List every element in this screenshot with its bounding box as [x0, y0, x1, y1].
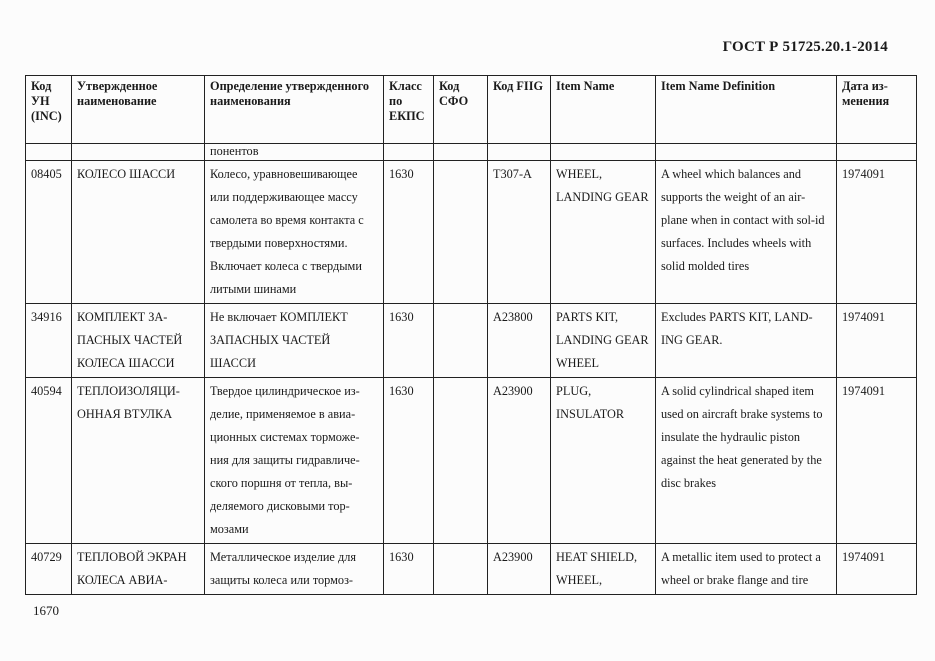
change-date-cell: 1974091 [837, 304, 917, 378]
definition-cell: Колесо, уравновешивающее или поддерживающее массу самолета во время контакта с твердыми поверхностями. Включает колеса с твердыми литыми шинами [205, 161, 384, 304]
fiig-cell: T307-A [488, 161, 551, 304]
approved-name-cell: КОЛЕСО ШАССИ [72, 161, 205, 304]
approved-name-cell: ТЕПЛОИЗОЛЯЦИ-ОННАЯ ВТУЛКА [72, 378, 205, 544]
sfo-cell [434, 161, 488, 304]
col-header-item-name-definition: Item Name Definition [656, 76, 837, 144]
change-date-cell: 1974091 [837, 378, 917, 544]
col-header-sfo: Код СФО [434, 76, 488, 144]
fiig-cell: A23900 [488, 544, 551, 595]
col-header-name-definition: Определение утвержденного наименования [205, 76, 384, 144]
fiig-cell: A23800 [488, 304, 551, 378]
col-header-class: Класс по ЕКПС [384, 76, 434, 144]
item-definition-cell: A metallic item used to protect a wheel or brake flange and tire [656, 544, 837, 595]
table-row [26, 161, 917, 304]
sfo-cell [434, 378, 488, 544]
definition-cell: Не включает КОМПЛЕКТ ЗАПАСНЫХ ЧАСТЕЙ ШАССИ [205, 304, 384, 378]
col-header-change-date: Дата из-менения [837, 76, 917, 144]
change-date-cell: 1974091 [837, 544, 917, 595]
page-number: 1670 [33, 603, 59, 618]
change-date-cell: 1974091 [837, 161, 917, 304]
col-header-inc: Код УН (INC) [26, 76, 72, 144]
sfo-cell [434, 544, 488, 595]
inc-cell: 08405 [26, 161, 72, 304]
approved-name-cell: ТЕПЛОВОЙ ЭКРАН КОЛЕСА АВИА- [72, 544, 205, 595]
item-name-cell: HEAT SHIELD, WHEEL, [551, 544, 656, 595]
inc-cell: 40594 [26, 378, 72, 544]
approved-name-cell: КОМПЛЕКТ ЗА-ПАСНЫХ ЧАСТЕЙ КОЛЕСА ШАССИ [72, 304, 205, 378]
table-header-row [26, 76, 917, 144]
class-cell: 1630 [384, 544, 434, 595]
col-header-approved-name: Утвержденное наименование [72, 76, 205, 144]
item-definition-cell: A wheel which balances and supports the weight of an air-plane when in contact with sol-id surfaces. Includes wheels with solid molded tires [656, 161, 837, 304]
document-number: ГОСТ Р 51725.20.1-2014 [722, 39, 888, 55]
inc-cell: 40729 [26, 544, 72, 595]
class-cell: 1630 [384, 378, 434, 544]
definition-cell: Металлическое изделие для защиты колеса или тормоз- [205, 544, 384, 595]
fiig-cell: A23900 [488, 378, 551, 544]
inc-cell: 34916 [26, 304, 72, 378]
classification-table [25, 75, 917, 595]
table-row [26, 304, 917, 378]
table-row [26, 544, 917, 595]
col-header-item-name: Item Name [551, 76, 656, 144]
class-cell: 1630 [384, 161, 434, 304]
item-name-cell: PARTS KIT, LANDING GEAR WHEEL [551, 304, 656, 378]
table-row [26, 378, 917, 544]
item-definition-cell: A solid cylindrical shaped item used on aircraft brake systems to insulate the hydraulic piston against the heat generated by the disc brakes [656, 378, 837, 544]
item-name-cell: WHEEL, LANDING GEAR [551, 161, 656, 304]
class-cell: 1630 [384, 304, 434, 378]
definition-cell: Твердое цилиндрическое из-делие, применяемое в авиа-ционных системах торможе-ния для защиты гидравличе-ского поршня от тепла, вы-деляемого дисковыми тор-мозами [205, 378, 384, 544]
item-name-cell: PLUG, INSULATOR [551, 378, 656, 544]
col-header-fiig: Код FIIG [488, 76, 551, 144]
item-definition-cell: Excludes PARTS KIT, LAND-ING GEAR. [656, 304, 837, 378]
table-row-continuation [26, 144, 917, 161]
sfo-cell [434, 304, 488, 378]
continuation-text: понентов [205, 144, 384, 161]
